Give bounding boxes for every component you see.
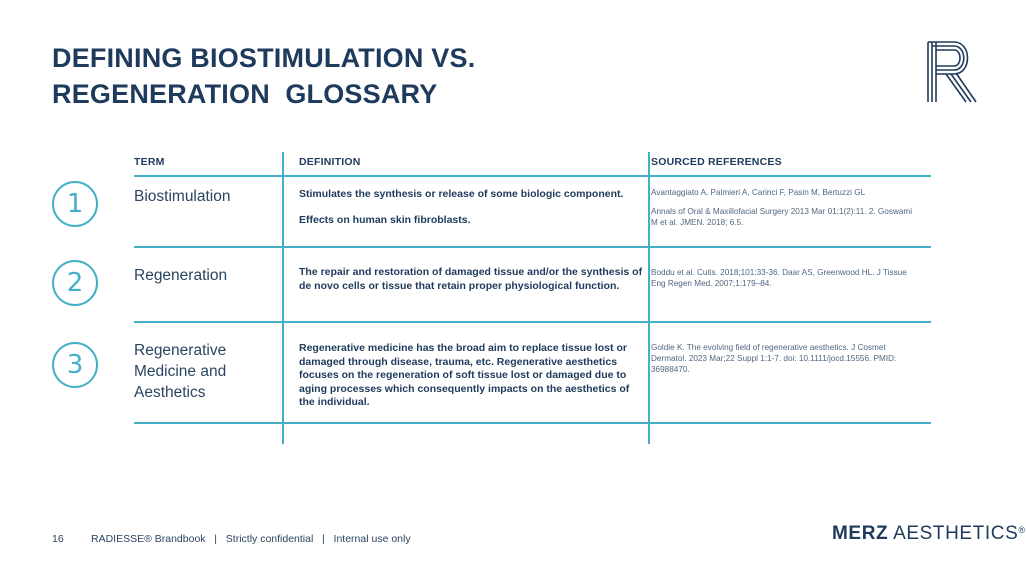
column-divider [282,152,284,444]
number-badge-1: 1 [52,181,98,227]
term-biostimulation: Biostimulation [134,188,231,205]
references-cell [651,267,921,297]
term-regeneration: Regeneration [134,267,228,284]
page-number: 16 [52,533,64,545]
references-cell [651,187,921,236]
term-regenerative-medicine: Regenerative Medicine and Aesthetics [134,342,227,401]
definition-text: The repair and restoration of damaged tissue and/or the synthesis of de novo cells or tissue that retain proper physiological function. [299,266,643,292]
reference-text: Goldie K. The evolving field of regenerative aesthetics. J Cosmet Dermatol. 2023 Mar;22 Suppl 1:1-7. doi: 10.1111/jocd.15556. PMID: 36988470. [651,343,897,374]
column-divider [648,152,650,444]
reference-text: Annals of Oral & Maxillofacial Surgery 2013 Mar 01;1(2):11. 2. Goswami M et al. JMEN. 2018; 6.5. [651,207,913,227]
row-divider [134,422,931,424]
radiesse-r-logo-icon [924,40,980,104]
definition-cell [299,266,644,305]
row-divider [134,321,931,323]
page-title [52,40,475,112]
definition-text: Stimulates the synthesis or release of some biologic component. [299,188,624,200]
definition-text: Regenerative medicine has the broad aim to replace tissue lost or damaged through disease, trauma, etc. Regenerative aesthetics focuses on the regeneration of soft tissue lost or damaged due to aging processes which consequently impacts on the aesthetics of the individual. [299,342,630,408]
number-badge-3: 3 [52,342,98,388]
number-badge-2: 2 [52,260,98,306]
row-divider [134,246,931,248]
definition-text: Effects on human skin fibroblasts. [299,213,471,226]
page-title-line-1: DEFINING BIOSTIMULATION VS. [52,43,476,73]
column-header-definition: DEFINITION [299,156,361,168]
page-title-line-2: REGENERATION GLOSSARY [52,79,438,109]
column-header-references: SOURCED REFERENCES [651,156,782,168]
reference-text: Boddu et al. Cutis. 2018;101:33-36. Daar AS, Greenwood HL. J Tissue Eng Regen Med. 2007;1:179–84. [651,268,907,288]
definition-cell [299,342,644,422]
reference-text: Avantaggiato A, Palmieri A, Carinci F, Pasin M, Bertuzzi GL [651,188,866,197]
definition-cell [299,188,644,239]
row-divider [134,175,931,177]
brand-merz: MERZ [832,523,889,544]
references-cell [651,342,921,383]
brand-aesthetics: AESTHETICS [888,523,1019,544]
column-header-term: TERM [134,156,165,168]
footer-text: RADIESSE® Brandbook | Strictly confidential | Internal use only [91,533,411,545]
registered-mark: ® [1018,525,1026,535]
glossary-table [134,146,932,446]
merz-aesthetics-logo [832,523,1026,545]
